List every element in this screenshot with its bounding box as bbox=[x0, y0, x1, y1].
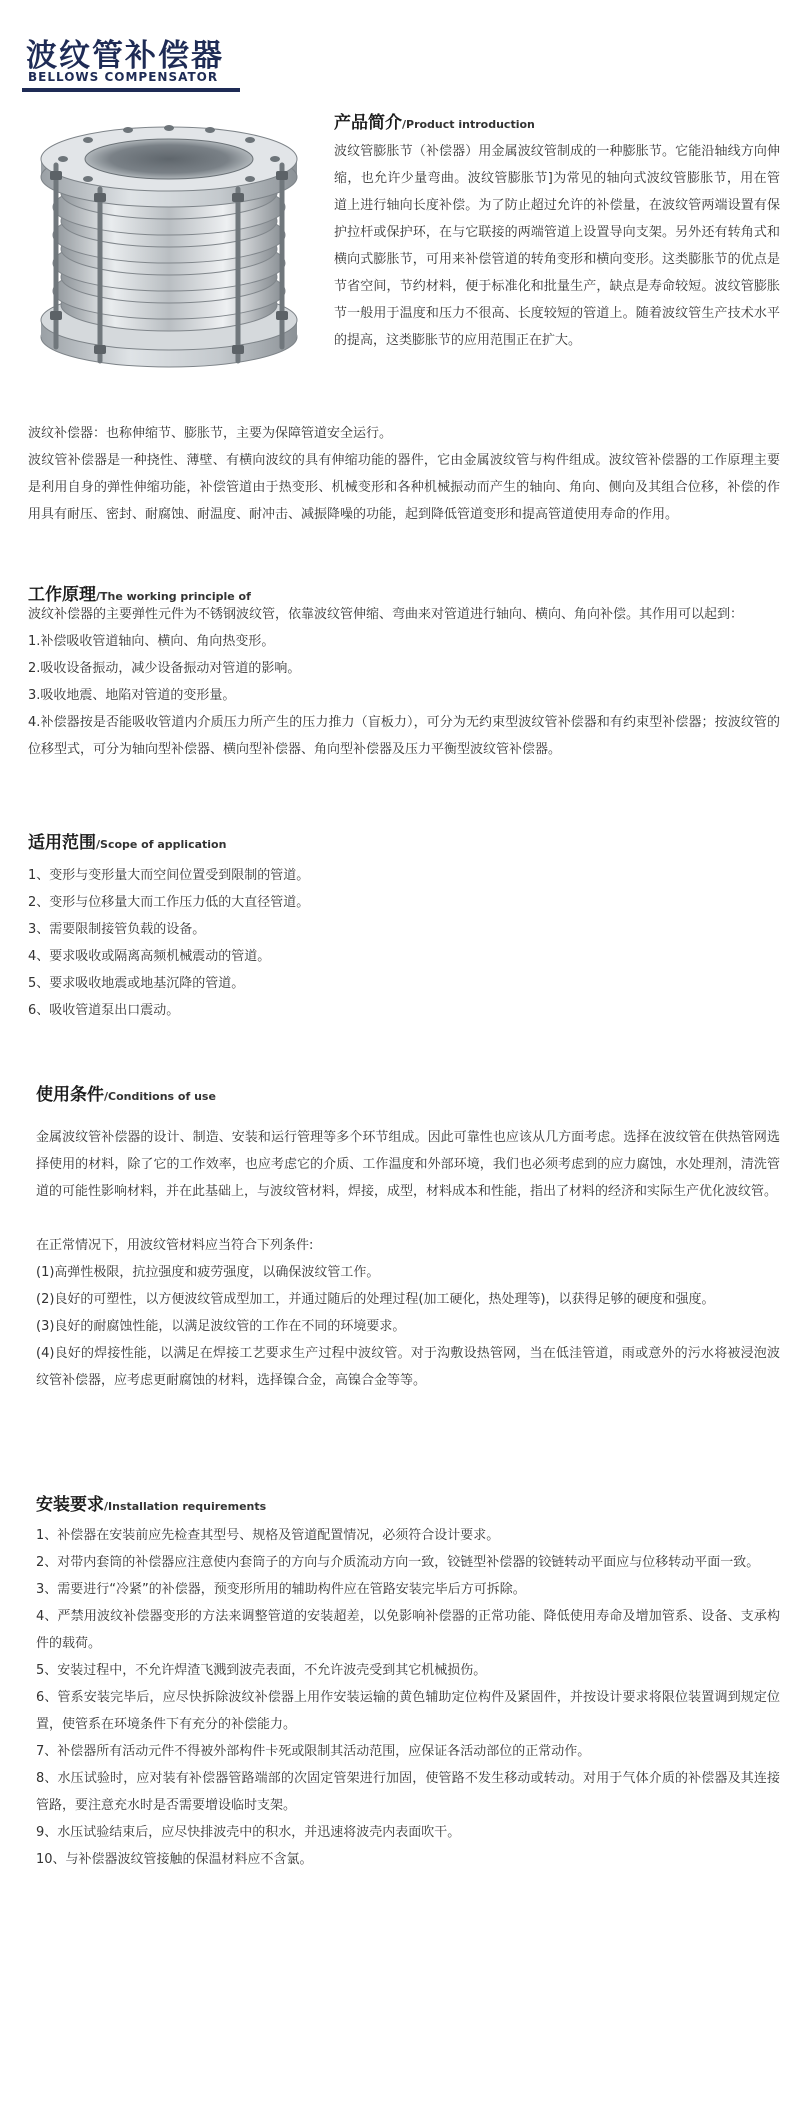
scope-list bbox=[28, 862, 780, 1024]
principle-intro: 波纹补偿器的主要弹性元件为不锈钢波纹管，依靠波纹管伸缩、弯曲来对管道进行轴向、横向、角向补偿。其作用可以起到： bbox=[28, 607, 744, 622]
list-item: 8、水压试验时，应对装有补偿器管路端部的次固定管架进行加固，使管路不发生移动或转动。对用于气体介质的补偿器及其连接管路，要注意充水时是否需要增设临时支架。 bbox=[36, 1771, 780, 1813]
page-title: 波纹管补偿器 bbox=[26, 38, 224, 74]
list-item: 1、变形与变形量大而空间位置受到限制的管道。 bbox=[28, 868, 310, 883]
list-item: (3)良好的耐腐蚀性能，以满足波纹管的工作在不同的环境要求。 bbox=[36, 1319, 406, 1334]
list-item: (1)高弹性极限，抗拉强度和疲劳强度，以确保波纹管工作。 bbox=[36, 1265, 380, 1280]
conditions-paragraph: 金属波纹管补偿器的设计、制造、安装和运行管理等多个环节组成。因此可靠性也应该从几方面考虑。选择在波纹管在供热管网选择使用的材料，除了它的工作效率，也应考虑它的介质、工作温度和外部环境，我们也必须考虑到的应力腐蚀，水处理剂，清洗管道的可能性影响材料，并在此基础上，与波纹管材料，焊接，成型，材料成本和性能，指出了材料的经济和实际生产优化波纹管。 bbox=[36, 1130, 780, 1199]
list-item: 4.补偿器按是否能吸收管道内介质压力所产生的压力推力（盲板力），可分为无约束型波纹管补偿器和有约束型补偿器；按波纹管的位移型式，可分为轴向型补偿器、横向型补偿器、角向型补偿器及压力平衡型波纹管补偿器。 bbox=[28, 715, 780, 757]
list-item: 1、补偿器在安装前应先检查其型号、规格及管道配置情况，必须符合设计要求。 bbox=[36, 1528, 500, 1543]
description-line: 波纹补偿器：也称伸缩节、膨胀节，主要为保障管道安全运行。 bbox=[28, 426, 393, 441]
description-block bbox=[28, 420, 780, 528]
list-item: 1.补偿吸收管道轴向、横向、角向热变形。 bbox=[28, 634, 275, 649]
list-item: 7、补偿器所有活动元件不得被外部构件卡死或限制其活动范围，应保证各活动部位的正常动作。 bbox=[36, 1744, 591, 1759]
list-item: 6、管系安装完毕后，应尽快拆除波纹补偿器上用作安装运输的黄色辅助定位构件及紧固件，并按设计要求将限位装置调到规定位置，使管系在环境条件下有充分的补偿能力。 bbox=[36, 1690, 780, 1732]
list-item: 10、与补偿器波纹管接触的保温材料应不含氯。 bbox=[36, 1852, 313, 1867]
installation-list bbox=[36, 1522, 780, 1873]
scope-heading bbox=[28, 828, 226, 853]
list-item: 3、需要限制接管负载的设备。 bbox=[28, 922, 206, 937]
principle-heading-zh: 工作原理 bbox=[28, 585, 96, 605]
list-item: 9、水压试验结束后，应尽快排波壳中的积水，并迅速将波壳内表面吹干。 bbox=[36, 1825, 461, 1840]
list-item: 3.吸收地震、地陷对管道的变形量。 bbox=[28, 688, 236, 703]
list-item: 2、变形与位移量大而工作压力低的大直径管道。 bbox=[28, 895, 310, 910]
installation-heading-en: /Installation requirements bbox=[104, 1500, 267, 1513]
list-item: 5、要求吸收地震或地基沉降的管道。 bbox=[28, 976, 245, 991]
scope-heading-zh: 适用范围 bbox=[28, 833, 96, 853]
conditions-intro: 在正常情况下，用波纹管材料应当符合下列条件: bbox=[36, 1238, 314, 1253]
list-item: (2)良好的可塑性，以方便波纹管成型加工，并通过随后的处理过程(加工硬化，热处理等)，以获得足够的硬度和强度。 bbox=[36, 1292, 715, 1307]
list-item: 4、严禁用波纹补偿器变形的方法来调整管道的安装超差，以免影响补偿器的正常功能、降低使用寿命及增加管系、设备、支承构件的载荷。 bbox=[36, 1609, 780, 1651]
installation-heading bbox=[36, 1490, 266, 1515]
list-item: 4、要求吸收或隔离高频机械震动的管道。 bbox=[28, 949, 271, 964]
conditions-heading-en: /Conditions of use bbox=[104, 1090, 216, 1103]
principle-list bbox=[28, 628, 780, 763]
intro-heading-zh: 产品简介 bbox=[334, 113, 402, 133]
conditions-heading-zh: 使用条件 bbox=[36, 1085, 104, 1105]
bellows-compensator-illustration bbox=[28, 115, 310, 377]
list-item: (4)良好的焊接性能，以满足在焊接工艺要求生产过程中波纹管。对于沟敷设热管网，当在低洼管道，雨或意外的污水将被浸泡波纹管补偿器，应考虑更耐腐蚀的材料，选择镍合金，高镍合金等等。 bbox=[36, 1346, 780, 1388]
intro-heading-en: /Product introduction bbox=[402, 118, 535, 131]
scope-block bbox=[28, 862, 780, 1024]
list-item: 2.吸收设备振动，减少设备振动对管道的影响。 bbox=[28, 661, 301, 676]
scope-heading-en: /Scope of application bbox=[96, 838, 227, 851]
conditions-heading bbox=[36, 1080, 216, 1105]
list-item: 6、吸收管道泵出口震动。 bbox=[28, 1003, 180, 1018]
description-paragraph: 波纹管补偿器是一种挠性、薄壁、有横向波纹的具有伸缩功能的器件，它由金属波纹管与构件组成。波纹管补偿器的工作原理主要是利用自身的弹性伸缩功能，补偿管道由于热变形、机械变形和各种机械振动而产生的轴向、角向、侧向及其组合位移，补偿的作用具有耐压、密封、耐腐蚀、耐温度、耐冲击、减振降噪的功能，起到降低管道变形和提高管道使用寿命的作用。 bbox=[28, 453, 780, 522]
conditions-list bbox=[36, 1259, 780, 1394]
intro-text: 波纹管膨胀节（补偿器）用金属波纹管制成的一种膨胀节。它能沿轴线方向伸缩，也允许少量弯曲。波纹管膨胀节]为常见的轴向式波纹管膨胀节，用在管道上进行轴向长度补偿。为了防止超过允许的补偿量，在波纹管两端设置有保护拉杆或保护环，在与它联接的两端管道上设置导向支架。另外还有转角式和横向式膨胀节，可用来补偿管道的转角变形和横向变形。这类膨胀节的优点是节省空间，节约材料，便于标准化和批量生产，缺点是寿命较短。波纹管膨胀节一般用于温度和压力不很高、长度较短的管道上。随着波纹管生产技术水平的提高，这类膨胀节的应用范围正在扩大。 bbox=[334, 144, 780, 348]
principle-block bbox=[28, 601, 780, 763]
page-subtitle: BELLOWS COMPENSATOR bbox=[28, 70, 219, 84]
principle-heading-en: /The working principle of bbox=[96, 590, 251, 603]
installation-heading-zh: 安装要求 bbox=[36, 1495, 104, 1515]
list-item: 5、安装过程中，不允许焊渣飞溅到波壳表面，不允许波壳受到其它机械损伤。 bbox=[36, 1663, 487, 1678]
conditions-block bbox=[36, 1124, 780, 1394]
installation-block bbox=[36, 1522, 780, 1873]
list-item: 2、对带内套筒的补偿器应注意使内套筒子的方向与介质流动方向一致，铰链型补偿器的铰链转动平面应与位移转动平面一致。 bbox=[36, 1555, 760, 1570]
intro-heading bbox=[334, 108, 535, 133]
title-underline bbox=[22, 88, 240, 92]
list-item: 3、需要进行“冷紧”的补偿器，预变形所用的辅助构件应在管路安装完毕后方可拆除。 bbox=[36, 1582, 526, 1597]
